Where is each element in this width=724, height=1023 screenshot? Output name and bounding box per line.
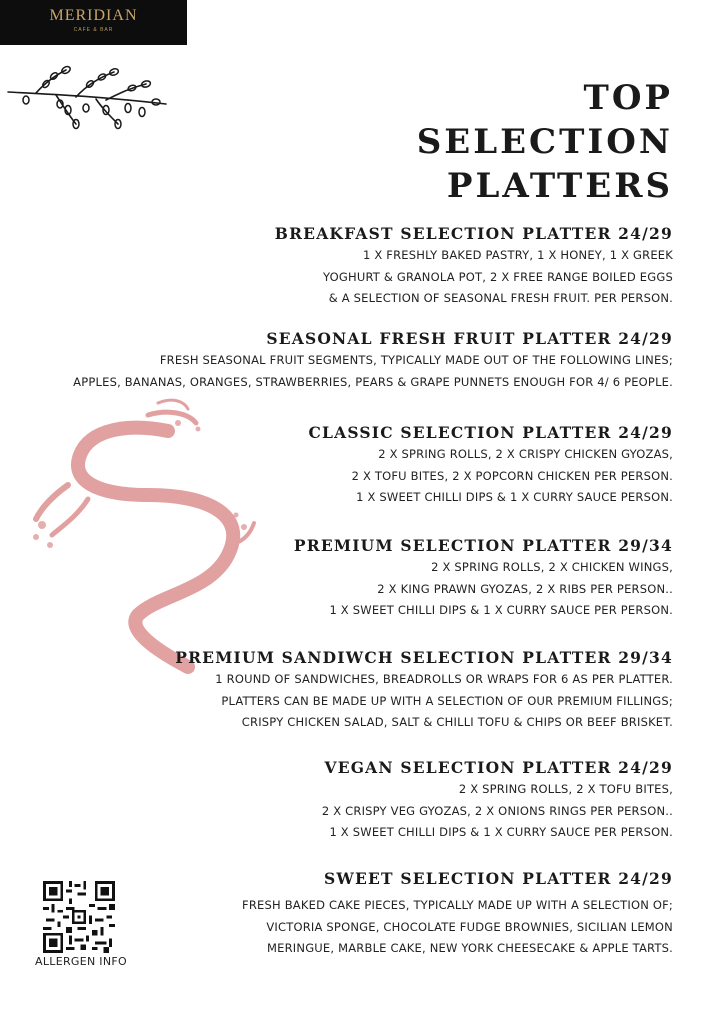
section-line: FRESH SEASONAL FRUIT SEGMENTS, TYPICALLY MADE OUT OF THE FOLLOWING LINES; [159,353,673,367]
section-line: 1 X SWEET CHILLI DIPS & 1 X CURRY SAUCE PER PERSON. [329,603,673,617]
olive-branch-icon [6,64,171,136]
section-line: 2 X SPRING ROLLS, 2 X TOFU BITES, [458,782,673,796]
section-breakfast [275,223,673,310]
section-premium [294,535,673,622]
section-line: 2 X TOFU BITES, 2 X POPCORN CHICKEN PER PERSON. [351,468,673,483]
section-heading: CLASSIC SELECTION PLATTER 24/29 [308,423,673,442]
title-line-2: SELECTION [416,122,673,162]
section-sweet [242,868,673,960]
section-line: & A SELECTION OF SEASONAL FRESH FRUIT. PER PERSON. [328,291,673,305]
section-line: MERINGUE, MARBLE CAKE, NEW YORK CHEESECAKE & APPLE TARTS. [267,941,673,955]
section-heading: SEASONAL FRESH FRUIT PLATTER 24/29 [266,329,673,348]
section-line: 1 ROUND OF SANDWICHES, BREADROLLS OR WRAPS FOR 6 AS PER PLATTER. [215,672,673,686]
section-line: VICTORIA SPONGE, CHOCOLATE FUDGE BROWNIES, SICILIAN LEMON [266,919,673,934]
section-line: CRISPY CHICKEN SALAD, SALT & CHILLI TOFU & CHIPS OR BEEF BRISKET. [241,715,673,729]
section-heading: SWEET SELECTION PLATTER 24/29 [323,869,673,888]
section-line: 2 X KING PRAWN GYOZAS, 2 X RIBS PER PERSON.. [377,581,673,596]
title-line-3: PLATTERS [446,166,673,206]
section-line: 2 X CRISPY VEG GYOZAS, 2 X ONIONS RINGS PER PERSON.. [321,803,673,818]
section-heading: BREAKFAST SELECTION PLATTER 24/29 [274,224,673,243]
title-line-1: TOP [583,78,673,118]
section-classic [308,422,673,509]
section-line: YOGHURT & GRANOLA POT, 2 X FREE RANGE BOILED EGGS [323,269,673,284]
section-fresh-fruit [73,328,673,393]
dragon-brush-icon [28,395,258,675]
allergen-info-label: ALLERGEN INFO [35,955,127,968]
logo-subtitle: CAFE & BAR [73,27,114,33]
section-vegan [322,757,673,844]
section-line: PLATTERS CAN BE MADE UP WITH A SELECTION OF OUR PREMIUM FILLINGS; [221,693,673,708]
section-line: 1 X FRESHLY BAKED PASTRY, 1 X HONEY, 1 X GREEK [362,248,673,262]
section-heading: PREMIUM SANDIWCH SELECTION PLATTER 29/34 [175,648,673,667]
section-line: 2 X SPRING ROLLS, 2 X CHICKEN WINGS, [431,560,673,574]
qr-code-icon[interactable] [43,881,115,953]
section-heading: PREMIUM SELECTION PLATTER 29/34 [293,536,673,555]
section-sandwich [175,647,673,734]
logo-name: MERIDIAN [49,7,138,24]
page-title [417,76,673,208]
section-line: 2 X SPRING ROLLS, 2 X CRISPY CHICKEN GYOZAS, [378,447,673,461]
section-line: FRESH BAKED CAKE PIECES, TYPICALLY MADE UP WITH A SELECTION OF; [242,898,673,912]
section-heading: VEGAN SELECTION PLATTER 24/29 [324,758,673,777]
section-line: APPLES, BANANAS, ORANGES, STRAWBERRIES, PEARS & GRAPE PUNNETS ENOUGH FOR 4/ 6 PEOPLE. [73,374,673,389]
meridian-logo [0,0,187,45]
section-line: 1 X SWEET CHILLI DIPS & 1 X CURRY SAUCE PERSON. [356,490,673,504]
section-line: 1 X SWEET CHILLI DIPS & 1 X CURRY SAUCE PER PERSON. [329,825,673,839]
